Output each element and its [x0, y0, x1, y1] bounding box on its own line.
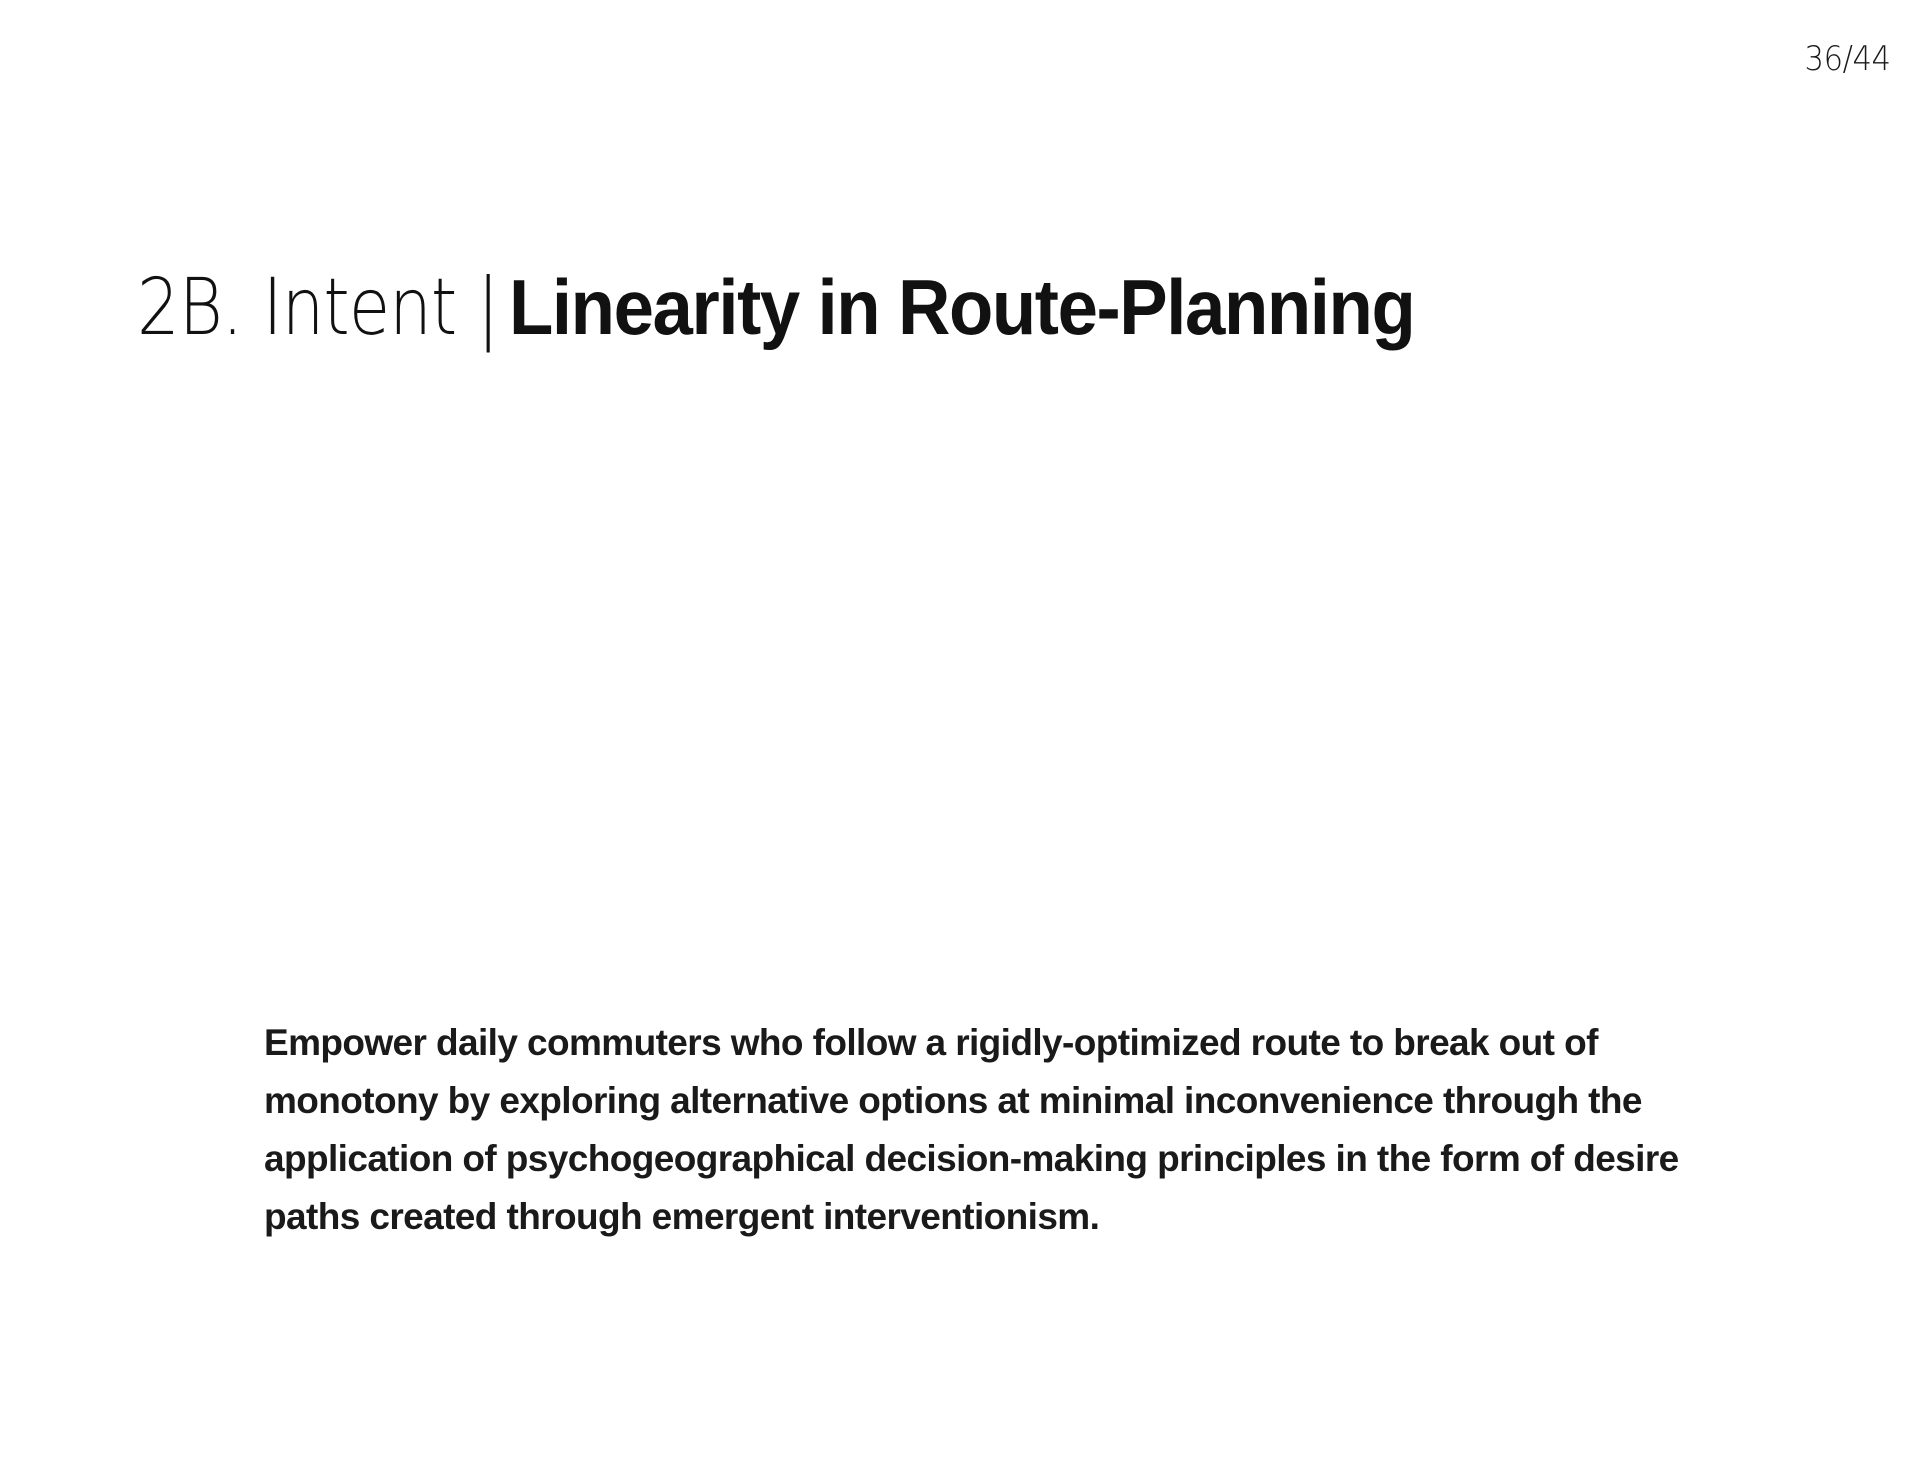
title-emphasis: Linearity in Route-Planning — [509, 263, 1415, 351]
title-prefix: 2B. Intent | — [137, 263, 499, 353]
page-number: 36/44 — [1804, 39, 1890, 79]
intent-statement: Empower daily commuters who follow a rigidly-optimized route to break out of monotony by exploring alternative options at minimal inconvenience through the application of psychogeographical decision-making principles in the form of desire paths created through emergent interventionism. — [264, 1022, 1679, 1237]
slide-title — [137, 262, 1483, 353]
